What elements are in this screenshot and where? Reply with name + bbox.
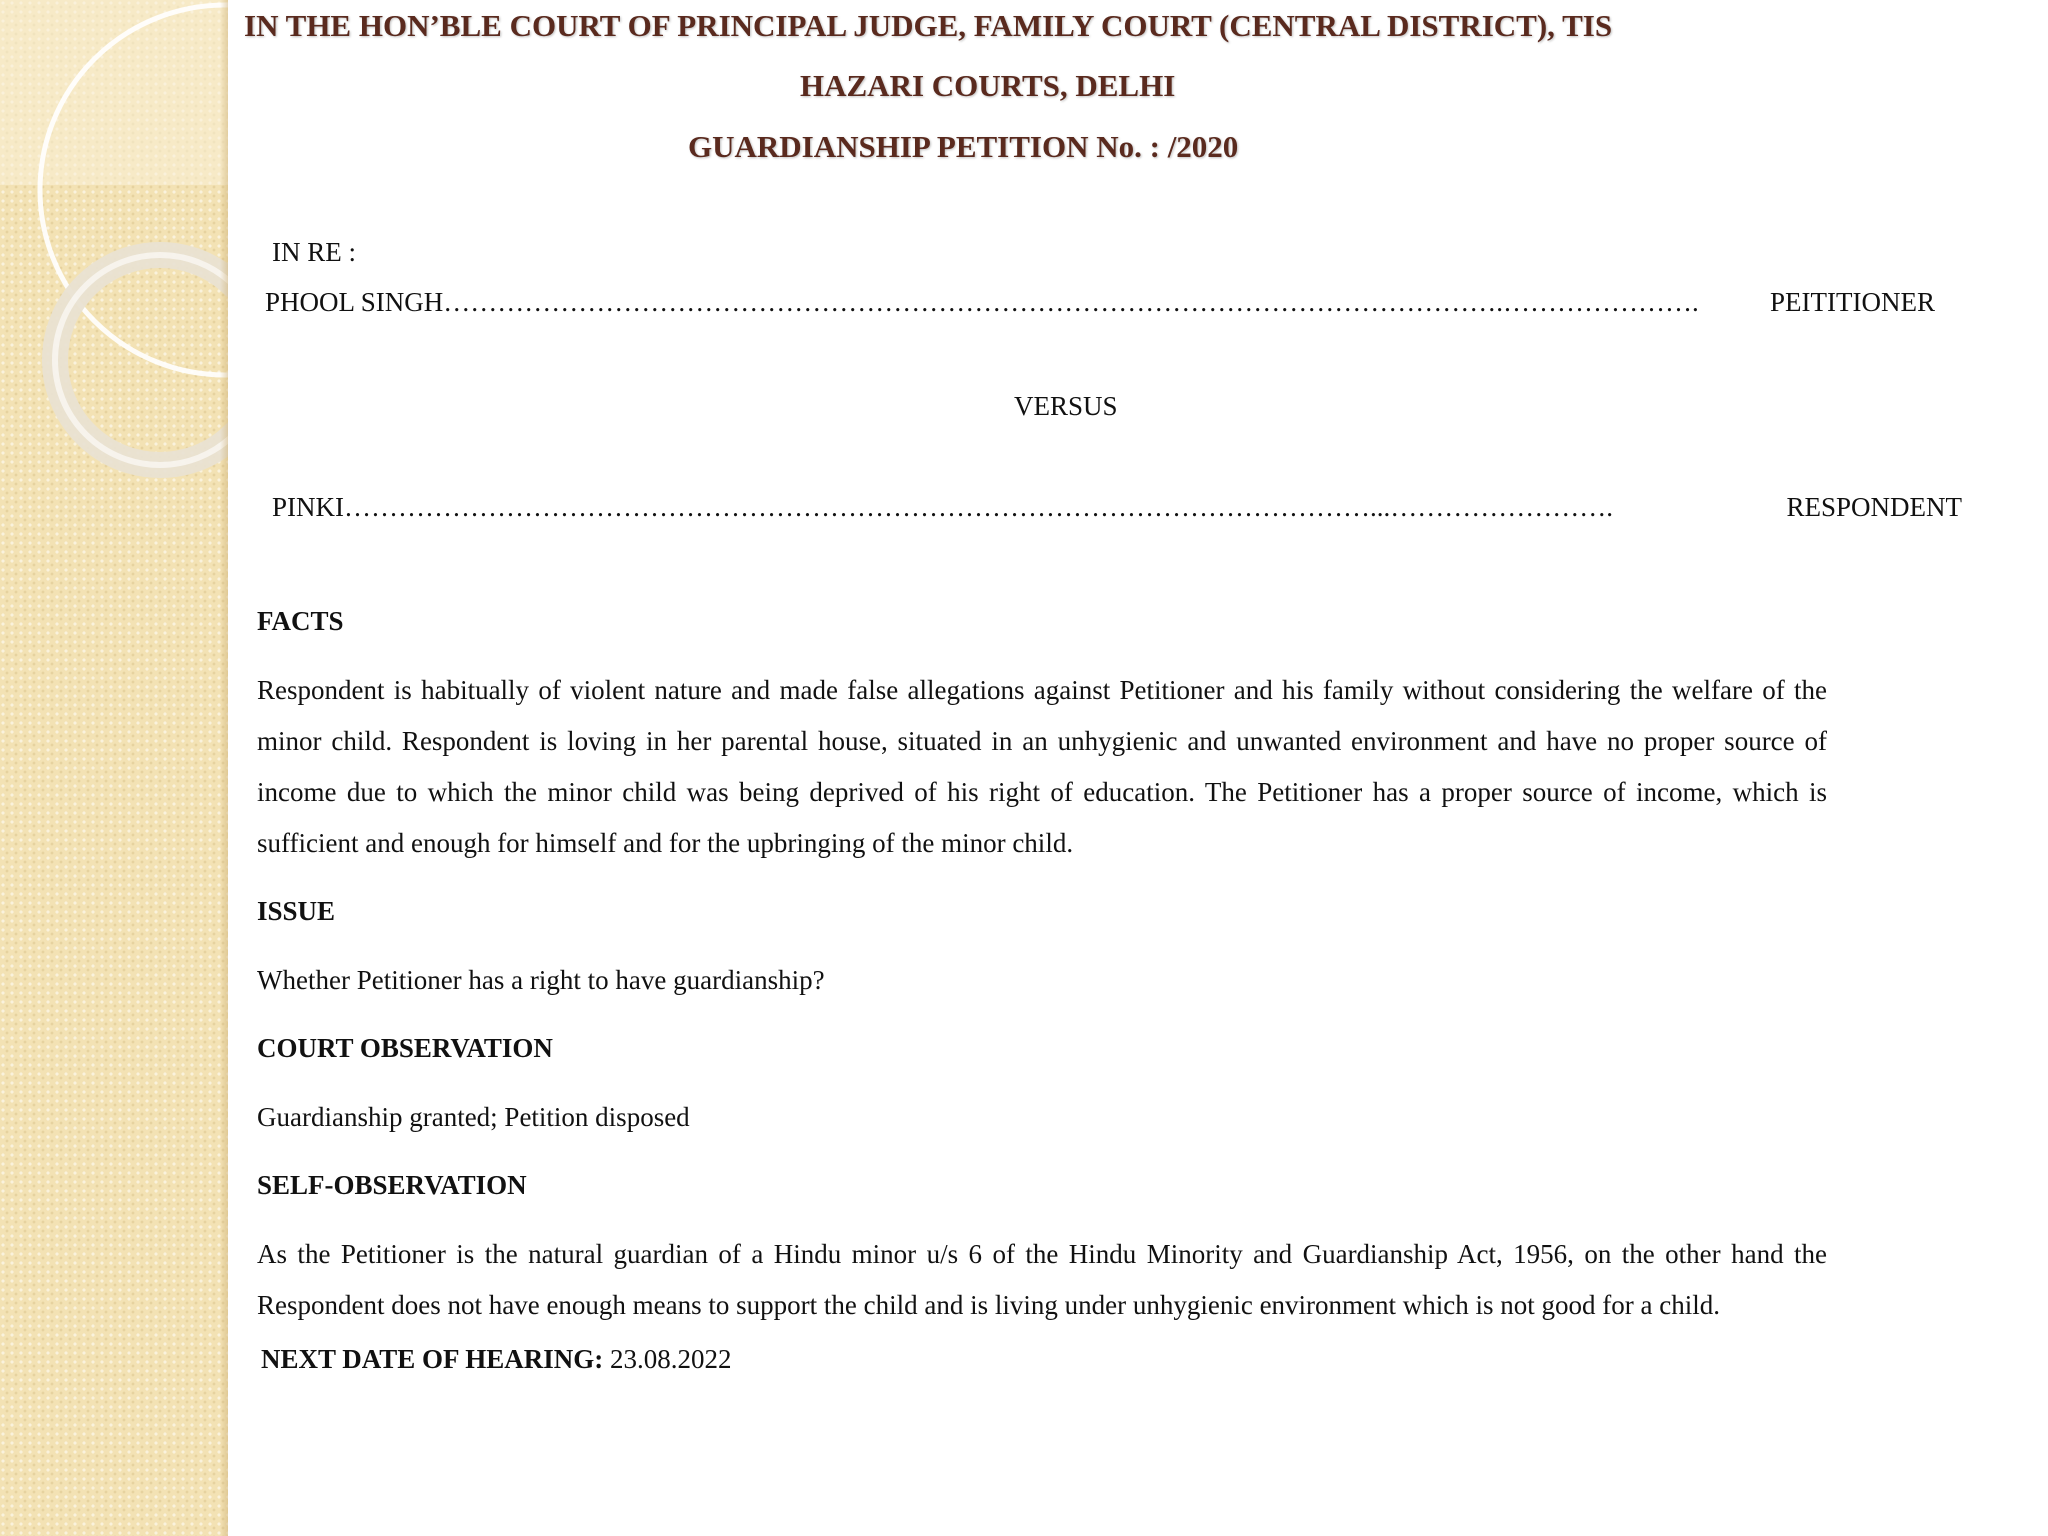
next-hearing (261, 1343, 732, 1375)
petitioner-name: PHOOL SINGH (265, 287, 444, 317)
petitioner-line (265, 287, 1935, 318)
court-title-line-2: HAZARI COURTS, DELHI (800, 68, 1176, 103)
self-observation-text: As the Petitioner is the natural guardian of a Hindu minor u/s 6 of the Hindu Minority and Guardianship Act, 1956, on the other hand the Respondent does not have enough means to support the child and is living under unhygienic environment which is not good for a child. (257, 1239, 1827, 1320)
facts-text: Respondent is habitually of violent nature and made false allegations against Petitioner and his family without considering the welfare of the minor child. Respondent is loving in her parental house, situated in an unhygienic and unwanted environment and have no proper source of income due to which the minor child was being deprived of his right of education. The Petitioner has a proper source of income, which is sufficient and enough for himself and for the upbringing of the minor child. (257, 675, 1827, 858)
versus-label: VERSUS (1014, 391, 1118, 421)
facts-heading: FACTS (257, 606, 344, 636)
court-observation-heading: COURT OBSERVATION (257, 1033, 553, 1063)
respondent-name: PINKI (272, 492, 344, 522)
respondent-role: RESPONDENT (1786, 492, 1962, 522)
decorative-sidebar (0, 0, 228, 1536)
sidebar-highlight (0, 0, 228, 185)
respondent-line (272, 492, 1962, 523)
petition-number: GUARDIANSHIP PETITION No. : /2020 (688, 129, 1239, 164)
petitioner-leader-dots: ……………………………………………………………………………………………………….…………………. (443, 287, 1699, 317)
court-observation-text: Guardianship granted; Petition disposed (257, 1102, 690, 1132)
respondent-leader-dots: ……………………………………………………………………………………………………...……………………. (344, 492, 1613, 522)
in-re-label: IN RE : (272, 237, 356, 267)
issue-text: Whether Petitioner has a right to have guardianship? (257, 965, 825, 995)
document-content (228, 0, 2048, 1536)
issue-heading: ISSUE (257, 896, 336, 926)
petitioner-role: PEITITIONER (1770, 287, 1935, 317)
next-hearing-label: NEXT DATE OF HEARING: (261, 1344, 604, 1374)
next-hearing-date: 23.08.2022 (610, 1344, 732, 1374)
self-observation-heading: SELF-OBSERVATION (257, 1170, 527, 1200)
court-title-line-1: IN THE HON’BLE COURT OF PRINCIPAL JUDGE, FAMILY COURT (CENTRAL DISTRICT), TIS (244, 8, 1613, 43)
